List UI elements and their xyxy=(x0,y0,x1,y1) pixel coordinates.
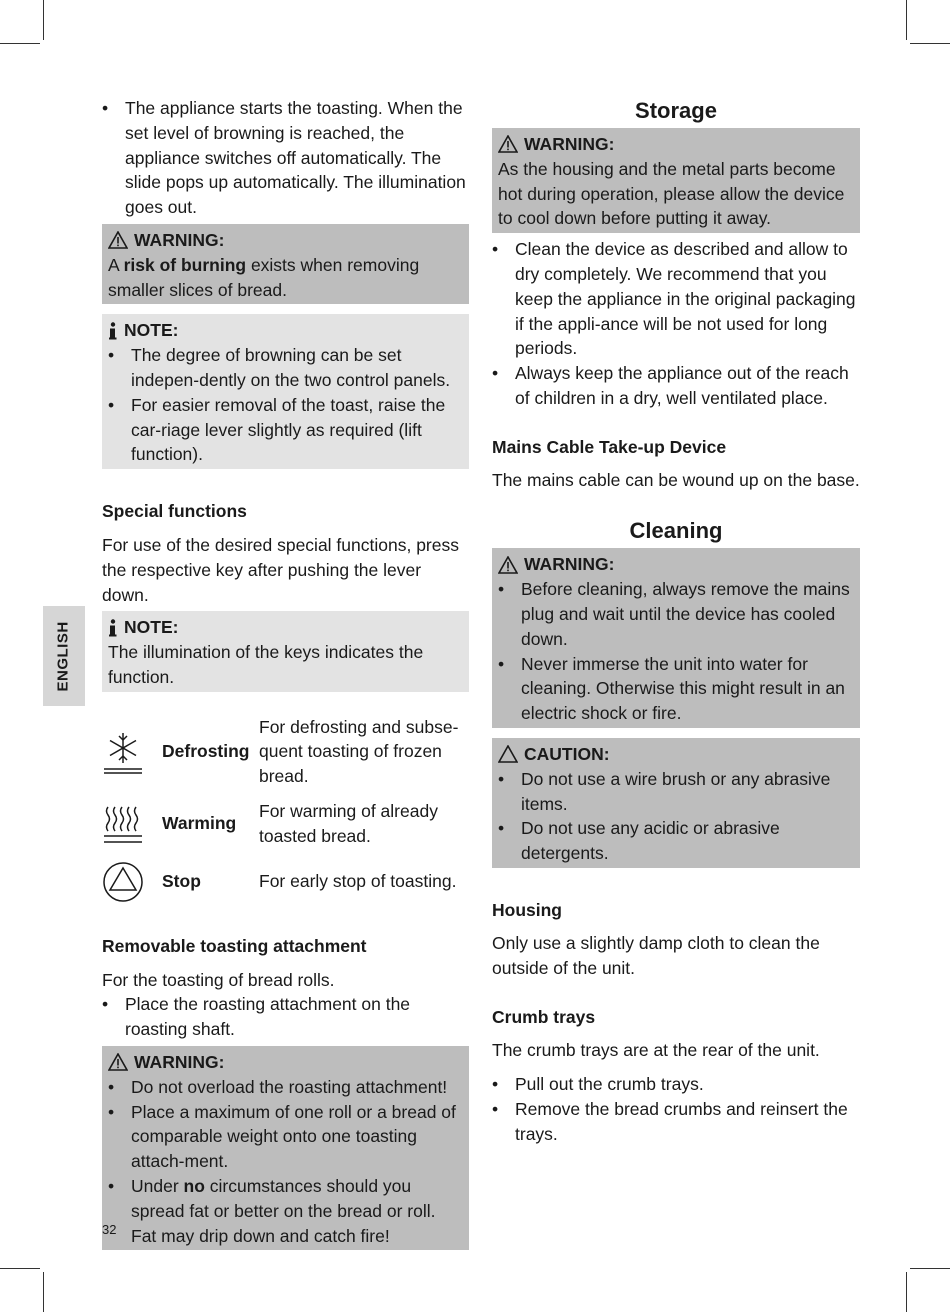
section-heading: Crumb trays xyxy=(492,1007,596,1028)
paragraph: For the toasting of bread rolls. xyxy=(102,969,335,990)
function-description: For early stop of toasting. xyxy=(259,871,457,892)
info-icon xyxy=(108,619,118,637)
paragraph: Only use a slightly damp cloth to clean the outside of the unit. xyxy=(492,932,820,978)
caution-list xyxy=(498,767,854,866)
note-label: NOTE: xyxy=(124,617,179,638)
function-icon-cell xyxy=(102,861,162,903)
warning-text xyxy=(108,253,463,303)
warning-title xyxy=(108,228,463,253)
steam-waves-icon xyxy=(102,803,144,845)
note-title xyxy=(108,615,463,640)
note-title xyxy=(108,318,463,343)
list-item: • Before cleaning, always remove the mains plug and wait until the device has cooled down. xyxy=(498,577,854,651)
language-side-tab xyxy=(43,606,85,706)
list-item: • The appliance starts the toasting. When the set level of browning is reached, the appliance switches off automatically. The slide pops up automatically. The illumination goes out. xyxy=(102,96,469,220)
language-label: ENGLISH xyxy=(54,620,72,692)
function-icon-cell xyxy=(102,803,162,845)
warning-box xyxy=(492,548,860,728)
function-row xyxy=(102,712,469,792)
list-item-text-end: circumstances should you spread fat or better on the bread or roll. Fat may drip down and catch fire! xyxy=(131,1175,436,1246)
page-number: 32 xyxy=(102,1222,117,1237)
function-description: For warming of already toasted bread. xyxy=(259,800,438,846)
right-column xyxy=(492,96,860,1146)
list-item: • Clean the device as described and allow to dry completely. We recommend that you keep the appliance in the original packaging if the appli-ance will be not used for long periods. xyxy=(492,237,860,361)
list-item: • The degree of browning can be set indepen-dently on the two control panels. xyxy=(108,343,463,393)
warning-list xyxy=(498,577,854,726)
warning-title xyxy=(498,132,854,157)
storage-list xyxy=(492,237,860,411)
warning-title xyxy=(108,1050,463,1075)
list-item xyxy=(108,1174,463,1248)
warning-label: WARNING: xyxy=(524,554,615,575)
list-item: • Place the roasting attachment on the roasting shaft. xyxy=(102,992,469,1042)
crumb-list xyxy=(492,1072,860,1146)
note-label: NOTE: xyxy=(124,320,179,341)
info-icon xyxy=(108,322,118,340)
warning-label: WARNING: xyxy=(134,229,225,250)
warning-text-bold: risk of burning xyxy=(123,254,247,275)
warning-list xyxy=(108,1075,463,1249)
list-item: • Do not use a wire brush or any abrasive items. xyxy=(498,767,854,817)
function-description: For defrosting and subse-quent toasting of frozen bread. xyxy=(259,716,459,787)
function-name: Warming xyxy=(162,813,237,834)
left-column xyxy=(102,96,469,1250)
warning-label: WARNING: xyxy=(134,1051,225,1072)
paragraph: For use of the desired special functions, press the respective key after pushing the lever down. xyxy=(102,534,459,605)
warning-triangle-icon xyxy=(108,1053,128,1071)
function-name: Stop xyxy=(162,871,201,892)
function-table xyxy=(102,712,469,912)
note-box xyxy=(102,611,469,691)
crop-mark xyxy=(910,1268,950,1269)
chapter-heading: Cleaning xyxy=(629,518,723,544)
warning-triangle-icon xyxy=(108,231,128,249)
crop-mark xyxy=(910,43,950,44)
list-item: • For easier removal of the toast, raise the car-riage lever slightly as required (lift function). xyxy=(108,393,463,467)
caution-label: CAUTION: xyxy=(524,743,610,764)
crop-mark xyxy=(0,1268,40,1269)
function-icon-cell xyxy=(102,730,162,774)
stop-triangle-icon xyxy=(102,861,144,903)
note-list xyxy=(108,343,463,467)
warning-label: WARNING: xyxy=(524,134,615,154)
crop-mark xyxy=(906,1272,907,1312)
section-heading: Special functions xyxy=(102,501,247,522)
paragraph: The crumb trays are at the rear of the unit. xyxy=(492,1040,820,1061)
note-text: The illumination of the keys indicates the function. xyxy=(108,642,424,687)
function-name: Defrosting xyxy=(162,741,250,762)
caution-title xyxy=(498,742,854,767)
caution-triangle-icon xyxy=(498,745,518,763)
list-item-text-start: Under xyxy=(131,1175,184,1196)
chapter-heading: Storage xyxy=(635,98,717,123)
section-heading: Mains Cable Take-up Device xyxy=(492,436,727,457)
section-heading: Removable toasting attachment xyxy=(102,935,367,956)
warning-box xyxy=(492,128,860,233)
list-item: • Never immerse the unit into water for cleaning. Otherwise this might result in an electric shock or fire. xyxy=(498,652,854,726)
warning-text-start: A xyxy=(108,254,124,275)
section-heading: Housing xyxy=(492,899,562,920)
function-row xyxy=(102,852,469,912)
removable-list xyxy=(102,992,469,1042)
warning-box xyxy=(102,1046,469,1250)
warning-text-end: exists when removing smaller slices of bread. xyxy=(108,254,420,300)
snowflake-icon xyxy=(102,730,144,774)
paragraph: The mains cable can be wound up on the base. xyxy=(492,469,860,490)
list-item: • Always keep the appliance out of the reach of children in a dry, well ventilated place. xyxy=(492,361,860,411)
list-item: • Pull out the crumb trays. xyxy=(492,1072,860,1097)
warning-title xyxy=(498,552,854,577)
list-item-text-bold: no xyxy=(183,1175,205,1196)
warning-triangle-icon xyxy=(498,556,518,574)
crop-mark xyxy=(0,43,40,44)
crop-mark xyxy=(43,0,44,40)
list-item: • Do not overload the roasting attachment! xyxy=(108,1075,463,1100)
intro-list xyxy=(102,96,469,220)
warning-box xyxy=(102,224,469,304)
warning-triangle-icon xyxy=(498,135,518,153)
caution-box xyxy=(492,738,860,868)
note-box xyxy=(102,314,469,469)
crop-mark xyxy=(906,0,907,40)
list-item: • Place a maximum of one roll or a bread of comparable weight onto one toasting attach-ment. xyxy=(108,1100,463,1174)
function-row xyxy=(102,794,469,854)
list-item: • Do not use any acidic or abrasive detergents. xyxy=(498,816,854,866)
list-item: • Remove the bread crumbs and reinsert the trays. xyxy=(492,1097,860,1147)
crop-mark xyxy=(43,1272,44,1312)
warning-text: As the housing and the metal parts become hot during operation, please allow the device to cool down before putting it away. xyxy=(498,158,845,229)
